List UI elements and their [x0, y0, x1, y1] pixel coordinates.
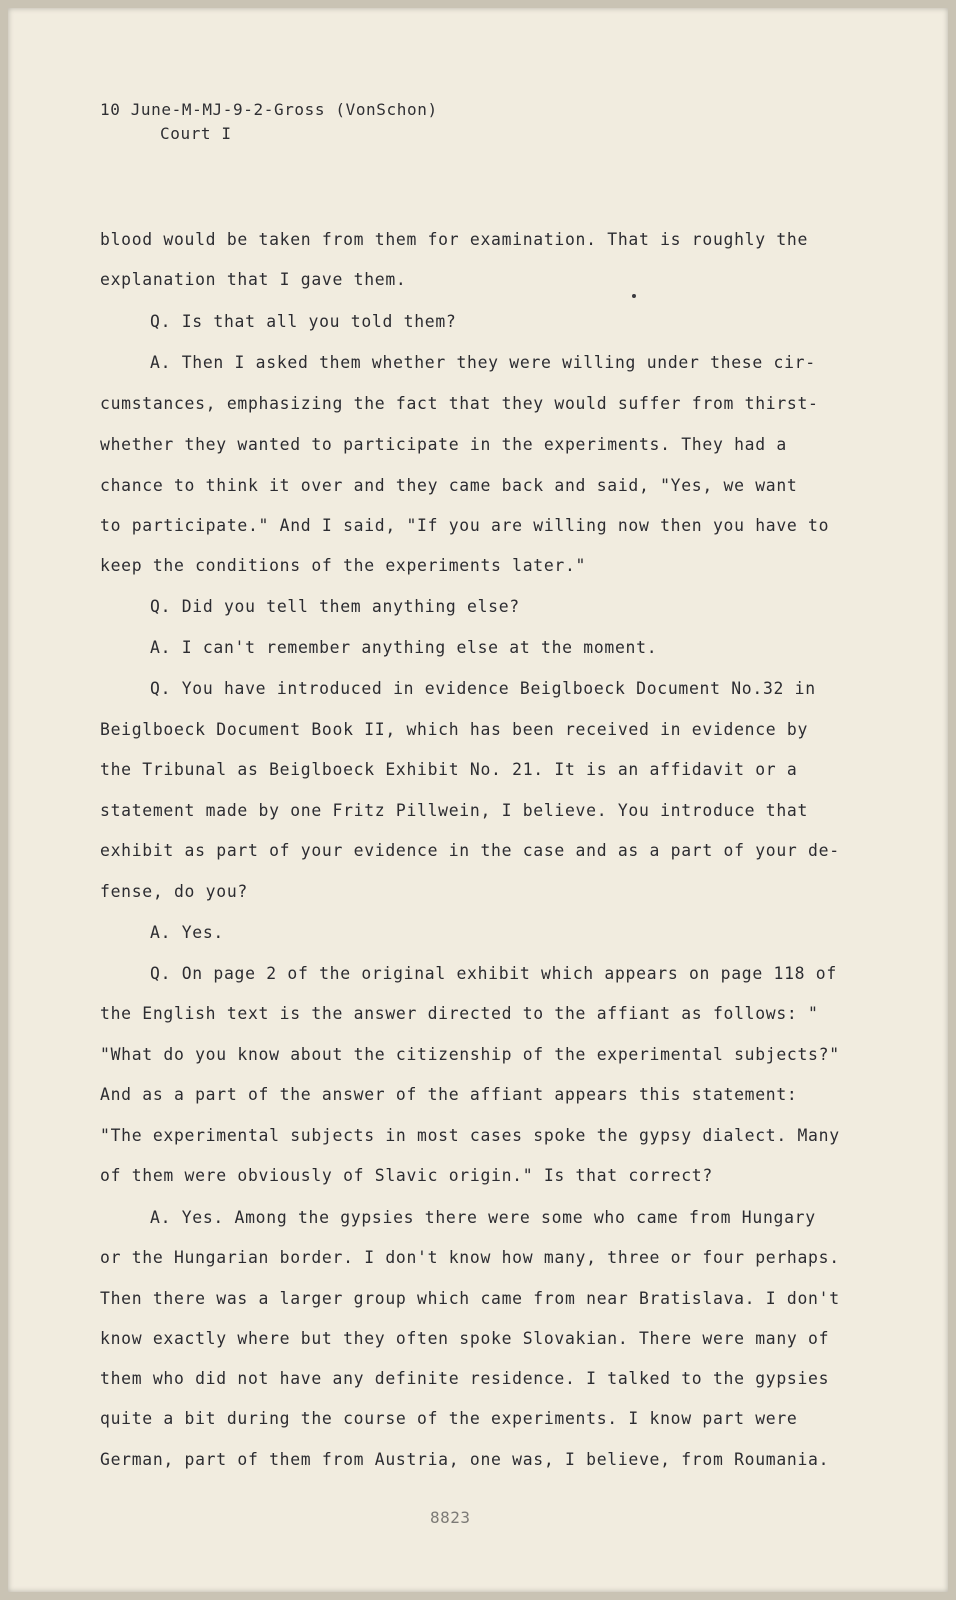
header-session-line: 10 June-M-MJ-9-2-Gross (VonSchon) [100, 100, 438, 119]
text-line: cumstances, emphasizing the fact that they would suffer from thirst- [100, 394, 819, 413]
text-line: blood would be taken from them for examination. That is roughly the [100, 230, 809, 249]
header-court-line: Court I [160, 124, 232, 143]
text-line: or the Hungarian border. I don't know how many, three or four perhaps. [100, 1248, 840, 1267]
text-line: them who did not have any definite residence. I talked to the gypsies [100, 1369, 830, 1388]
text-line: of them were obviously of Slavic origin." Is that correct? [100, 1166, 713, 1185]
text-line: Q. On page 2 of the original exhibit which appears on page 118 of [150, 964, 837, 983]
text-line: Then there was a larger group which came from near Bratislava. I don't [100, 1289, 840, 1308]
text-line: "What do you know about the citizenship of the experimental subjects?" [100, 1045, 840, 1064]
text-line: A. I can't remember anything else at the moment. [150, 638, 658, 657]
text-line: keep the conditions of the experiments later." [100, 556, 587, 575]
text-line: German, part of them from Austria, one was, I believe, from Roumania. [100, 1450, 830, 1469]
text-line: statement made by one Fritz Pillwein, I believe. You introduce that [100, 801, 809, 820]
text-line: whether they wanted to participate in the experiments. They had a [100, 435, 787, 454]
page-number: 8823 [430, 1508, 471, 1527]
text-line: Beiglboeck Document Book II, which has been received in evidence by [100, 720, 809, 739]
text-line: Q. Is that all you told them? [150, 312, 457, 331]
text-line: chance to think it over and they came back and said, "Yes, we want [100, 476, 798, 495]
text-line: "The experimental subjects in most cases spoke the gypsy dialect. Many [100, 1126, 840, 1145]
text-line: the English text is the answer directed to the affiant as follows: " [100, 1004, 819, 1023]
ink-dot [632, 294, 636, 298]
text-line: explanation that I gave them. [100, 270, 407, 289]
text-line: And as a part of the answer of the affiant appears this statement: [100, 1085, 798, 1104]
text-line: A. Then I asked them whether they were willing under these cir- [150, 353, 816, 372]
text-line: A. Yes. Among the gypsies there were some who came from Hungary [150, 1208, 816, 1227]
text-line: Q. Did you tell them anything else? [150, 597, 520, 616]
text-line: quite a bit during the course of the experiments. I know part were [100, 1409, 798, 1428]
text-line: to participate." And I said, "If you are willing now then you have to [100, 516, 830, 535]
text-line: exhibit as part of your evidence in the case and as a part of your de- [100, 841, 840, 860]
text-line: know exactly where but they often spoke Slovakian. There were many of [100, 1329, 830, 1348]
text-line: Q. You have introduced in evidence Beiglboeck Document No.32 in [150, 679, 816, 698]
text-line: the Tribunal as Beiglboeck Exhibit No. 21. It is an affidavit or a [100, 760, 798, 779]
document-page [8, 8, 948, 1592]
text-line: A. Yes. [150, 923, 224, 942]
text-line: fense, do you? [100, 882, 248, 901]
